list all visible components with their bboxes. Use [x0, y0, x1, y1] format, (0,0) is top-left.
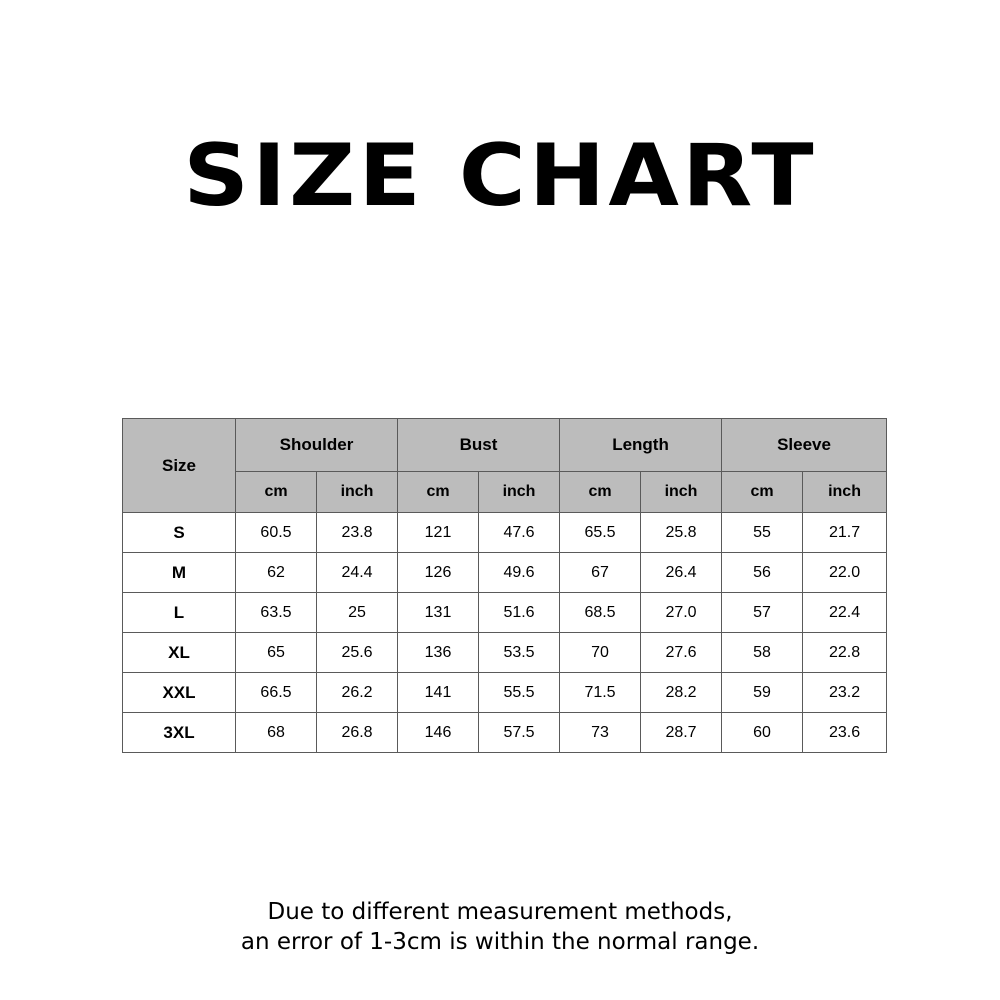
- shoulder-cm-value: 66.5: [236, 673, 317, 713]
- bust-inch-value: 51.6: [479, 593, 560, 633]
- length-column-header: Length: [560, 419, 722, 472]
- length-inch-value: 28.2: [641, 673, 722, 713]
- length-cm-value: 73: [560, 713, 641, 753]
- sleeve-inch-value: 22.4: [803, 593, 887, 633]
- sleeve-inch-value: 23.6: [803, 713, 887, 753]
- size-label: 3XL: [123, 713, 236, 753]
- shoulder-inch-value: 26.8: [317, 713, 398, 753]
- shoulder-inch-value: 25.6: [317, 633, 398, 673]
- length-inch-header: inch: [641, 472, 722, 513]
- table-row: [123, 593, 887, 633]
- length-cm-header: cm: [560, 472, 641, 513]
- sleeve-column-header: Sleeve: [722, 419, 887, 472]
- shoulder-inch-value: 24.4: [317, 553, 398, 593]
- sleeve-inch-value: 23.2: [803, 673, 887, 713]
- shoulder-column-header: Shoulder: [236, 419, 398, 472]
- shoulder-inch-value: 25: [317, 593, 398, 633]
- sleeve-cm-value: 57: [722, 593, 803, 633]
- size-label: S: [123, 513, 236, 553]
- bust-cm-value: 141: [398, 673, 479, 713]
- table-row: [123, 673, 887, 713]
- length-inch-value: 25.8: [641, 513, 722, 553]
- sleeve-inch-value: 22.0: [803, 553, 887, 593]
- shoulder-inch-value: 26.2: [317, 673, 398, 713]
- bust-cm-value: 146: [398, 713, 479, 753]
- bust-inch-value: 57.5: [479, 713, 560, 753]
- table-row: [123, 553, 887, 593]
- bust-column-header: Bust: [398, 419, 560, 472]
- length-cm-value: 67: [560, 553, 641, 593]
- size-label: L: [123, 593, 236, 633]
- length-cm-value: 70: [560, 633, 641, 673]
- bust-inch-value: 55.5: [479, 673, 560, 713]
- disclaimer-line-2: an error of 1-3cm is within the normal range.: [240, 929, 760, 955]
- length-inch-value: 26.4: [641, 553, 722, 593]
- bust-cm-header: cm: [398, 472, 479, 513]
- bust-inch-header: inch: [479, 472, 560, 513]
- shoulder-inch-value: 23.8: [317, 513, 398, 553]
- length-cm-value: 71.5: [560, 673, 641, 713]
- length-cm-value: 68.5: [560, 593, 641, 633]
- disclaimer-line-1: Due to different measurement methods,: [267, 899, 733, 925]
- length-inch-value: 27.6: [641, 633, 722, 673]
- length-inch-value: 28.7: [641, 713, 722, 753]
- bust-inch-value: 53.5: [479, 633, 560, 673]
- bust-cm-value: 131: [398, 593, 479, 633]
- shoulder-cm-value: 63.5: [236, 593, 317, 633]
- bust-cm-value: 136: [398, 633, 479, 673]
- sleeve-cm-value: 60: [722, 713, 803, 753]
- sleeve-inch-value: 22.8: [803, 633, 887, 673]
- page-title: SIZE CHART: [183, 126, 817, 226]
- bust-inch-value: 49.6: [479, 553, 560, 593]
- size-table: [122, 418, 887, 753]
- bust-inch-value: 47.6: [479, 513, 560, 553]
- sleeve-inch-value: 21.7: [803, 513, 887, 553]
- shoulder-cm-header: cm: [236, 472, 317, 513]
- bust-cm-value: 126: [398, 553, 479, 593]
- size-label: M: [123, 553, 236, 593]
- length-cm-value: 65.5: [560, 513, 641, 553]
- table-row: [123, 513, 887, 553]
- sleeve-inch-header: inch: [803, 472, 887, 513]
- size-label: XXL: [123, 673, 236, 713]
- length-inch-value: 27.0: [641, 593, 722, 633]
- shoulder-inch-header: inch: [317, 472, 398, 513]
- measurement-disclaimer: [0, 897, 1000, 957]
- table-row: [123, 713, 887, 753]
- table-row: [123, 633, 887, 673]
- sleeve-cm-value: 55: [722, 513, 803, 553]
- shoulder-cm-value: 68: [236, 713, 317, 753]
- size-column-header: Size: [123, 419, 236, 513]
- sleeve-cm-header: cm: [722, 472, 803, 513]
- table-header-unit-row: [123, 472, 887, 513]
- sleeve-cm-value: 59: [722, 673, 803, 713]
- sleeve-cm-value: 58: [722, 633, 803, 673]
- shoulder-cm-value: 60.5: [236, 513, 317, 553]
- table-header-group-row: [123, 419, 887, 472]
- shoulder-cm-value: 65: [236, 633, 317, 673]
- size-label: XL: [123, 633, 236, 673]
- sleeve-cm-value: 56: [722, 553, 803, 593]
- shoulder-cm-value: 62: [236, 553, 317, 593]
- bust-cm-value: 121: [398, 513, 479, 553]
